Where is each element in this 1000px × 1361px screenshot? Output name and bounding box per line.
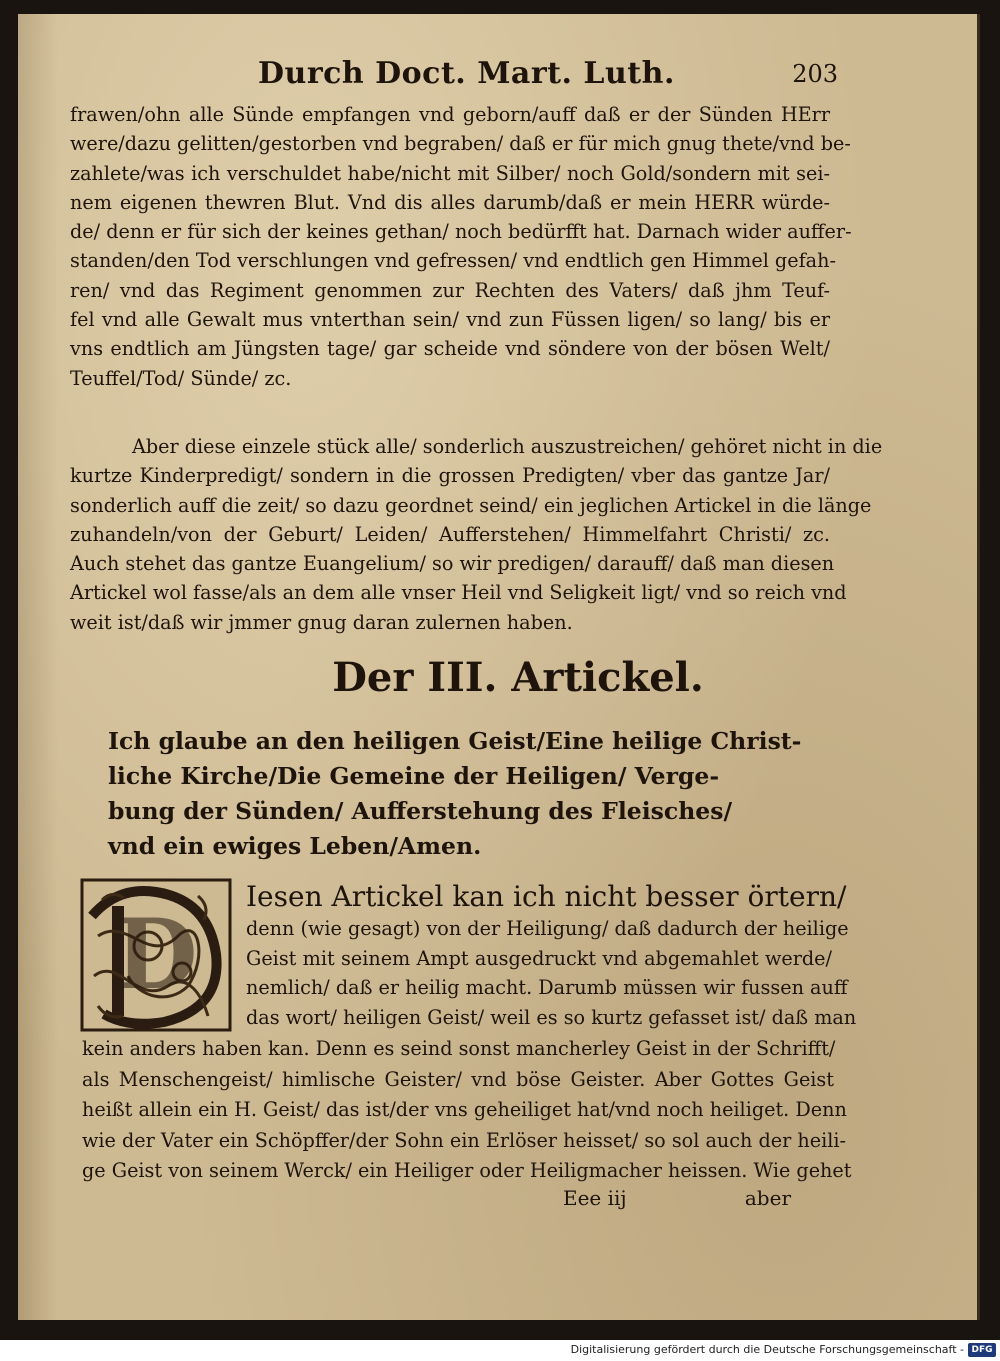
text-line: sonderlich auff die zeit/ so dazu geordnet seind/ ein jeglichen Artickel in die länge: [70, 493, 872, 517]
text-line: denn (wie gesagt) von der Heiligung/ daß dadurch der heilige: [246, 917, 849, 940]
dfg-logo[interactable]: DFG: [968, 1343, 996, 1357]
page-header: [258, 56, 838, 96]
decorated-initial-graphic: [78, 876, 234, 1034]
text-line: were/dazu gelitten/gestorben vnd begraben/ daß er für mich gnug thete/vnd be-: [70, 132, 851, 156]
text-line: ren/ vnd das Regiment genommen zur Rechten des Vaters/ daß jhm Teuf-: [70, 278, 830, 302]
text-line: de/ denn er für sich der keines gethan/ noch bedürfft hat. Darnach wider auffer-: [70, 220, 852, 244]
creed-line: Ich glaube an den heiligen Geist/Eine heilige Christ-: [108, 727, 802, 755]
running-head: Durch Doct. Mart. Luth.: [258, 56, 675, 91]
creed-line: bung der Sünden/ Aufferstehung des Fleisches/: [108, 797, 733, 825]
text-line: nem eigenen thewren Blut. Vnd dis alles darumb/daß er mein HERR würde-: [70, 190, 830, 214]
text-line: vns endtlich am Jüngsten tage/ gar scheide vnd söndere von der bösen Welt/: [70, 337, 830, 361]
text-line: fel vnd alle Gewalt mus vnterthan sein/ vnd zun Füssen ligen/ so lang/ bis er: [70, 308, 830, 332]
paragraph-1: [70, 100, 852, 393]
text-line: Auch stehet das gantze Euangelium/ so wir predigen/ darauff/ daß man diesen: [70, 552, 835, 576]
text-line: das wort/ heiligen Geist/ weil es so kurtz gefasset ist/ daß man: [246, 1005, 857, 1029]
paragraph-2: [70, 432, 883, 637]
signature-mark: Eee iij: [563, 1186, 627, 1210]
text-line: kurtze Kinderpredigt/ sondern in die grossen Predigten/ vber das gantze Jar/: [70, 464, 830, 488]
text-line: standen/den Tod verschlungen vnd gefressen/ vnd endtlich gen Himmel gefah-: [70, 249, 836, 273]
paragraph-4: [82, 1034, 852, 1187]
article-heading: Der III. Artickel.: [332, 654, 704, 701]
creed-line: vnd ein ewiges Leben/Amen.: [108, 832, 482, 860]
text-line: als Menschengeist/ himlische Geister/ vnd böse Geister. Aber Gottes Geist: [82, 1067, 834, 1091]
text-line: zahlete/was ich verschuldet habe/nicht mit Silber/ noch Gold/sondern mit sei-: [70, 161, 830, 185]
creed-text: [108, 724, 838, 864]
book-page: [18, 14, 980, 1320]
text-line: heißt allein ein H. Geist/ das ist/der vns geheiliget hat/vnd noch heiliget. Denn: [82, 1098, 847, 1121]
text-line: Artickel wol fasse/als an dem alle vnser Heil vnd Seligkeit ligt/ vnd so reich vnd: [70, 581, 847, 605]
text-line: Aber diese einzele stück alle/ sonderlich auszustreichen/ gehöret nicht in die: [132, 435, 883, 458]
text-line: nemlich/ daß er heilig macht. Darumb müssen wir fussen auff: [246, 976, 848, 999]
dropcap-letter: D: [114, 898, 198, 1011]
text-line: Geist mit seinem Ampt ausgedruckt vnd abgemahlet werde/: [246, 946, 832, 970]
text-line: kein anders haben kan. Denn es seind sonst mancherley Geist in der Schrifft/: [82, 1037, 836, 1060]
text-line: Iesen Artickel kan ich nicht besser örtern/: [246, 880, 847, 913]
text-line: zuhandeln/von der Geburt/ Leiden/ Aufferstehen/ Himmelfahrt Christi/ zc.: [70, 522, 830, 546]
funding-credit: Digitalisierung gefördert durch die Deutsche Forschungsgemeinschaft -: [570, 1343, 964, 1356]
text-line: wie der Vater ein Schöpffer/der Sohn ein Erlöser heisset/ so sol auch der heili-: [82, 1128, 846, 1152]
creed-line: liche Kirche/Die Gemeine der Heiligen/ Verge-: [108, 762, 720, 790]
text-line: weit ist/daß wir jmmer gnug daran zulernen haben.: [70, 610, 573, 634]
text-line: Teuffel/Tod/ Sünde/ zc.: [70, 366, 292, 390]
catchword: aber: [744, 1186, 791, 1210]
footer-bar: [0, 1340, 1000, 1361]
paragraph-3: [246, 880, 857, 1032]
page-number: 203: [792, 60, 838, 88]
text-line: frawen/ohn alle Sünde empfangen vnd geborn/auff daß er der Sünden HErr: [70, 103, 830, 126]
decorated-initial: [78, 876, 234, 1034]
text-line: ge Geist von seinem Werck/ ein Heiliger oder Heiligmacher heissen. Wie gehet: [82, 1159, 852, 1182]
